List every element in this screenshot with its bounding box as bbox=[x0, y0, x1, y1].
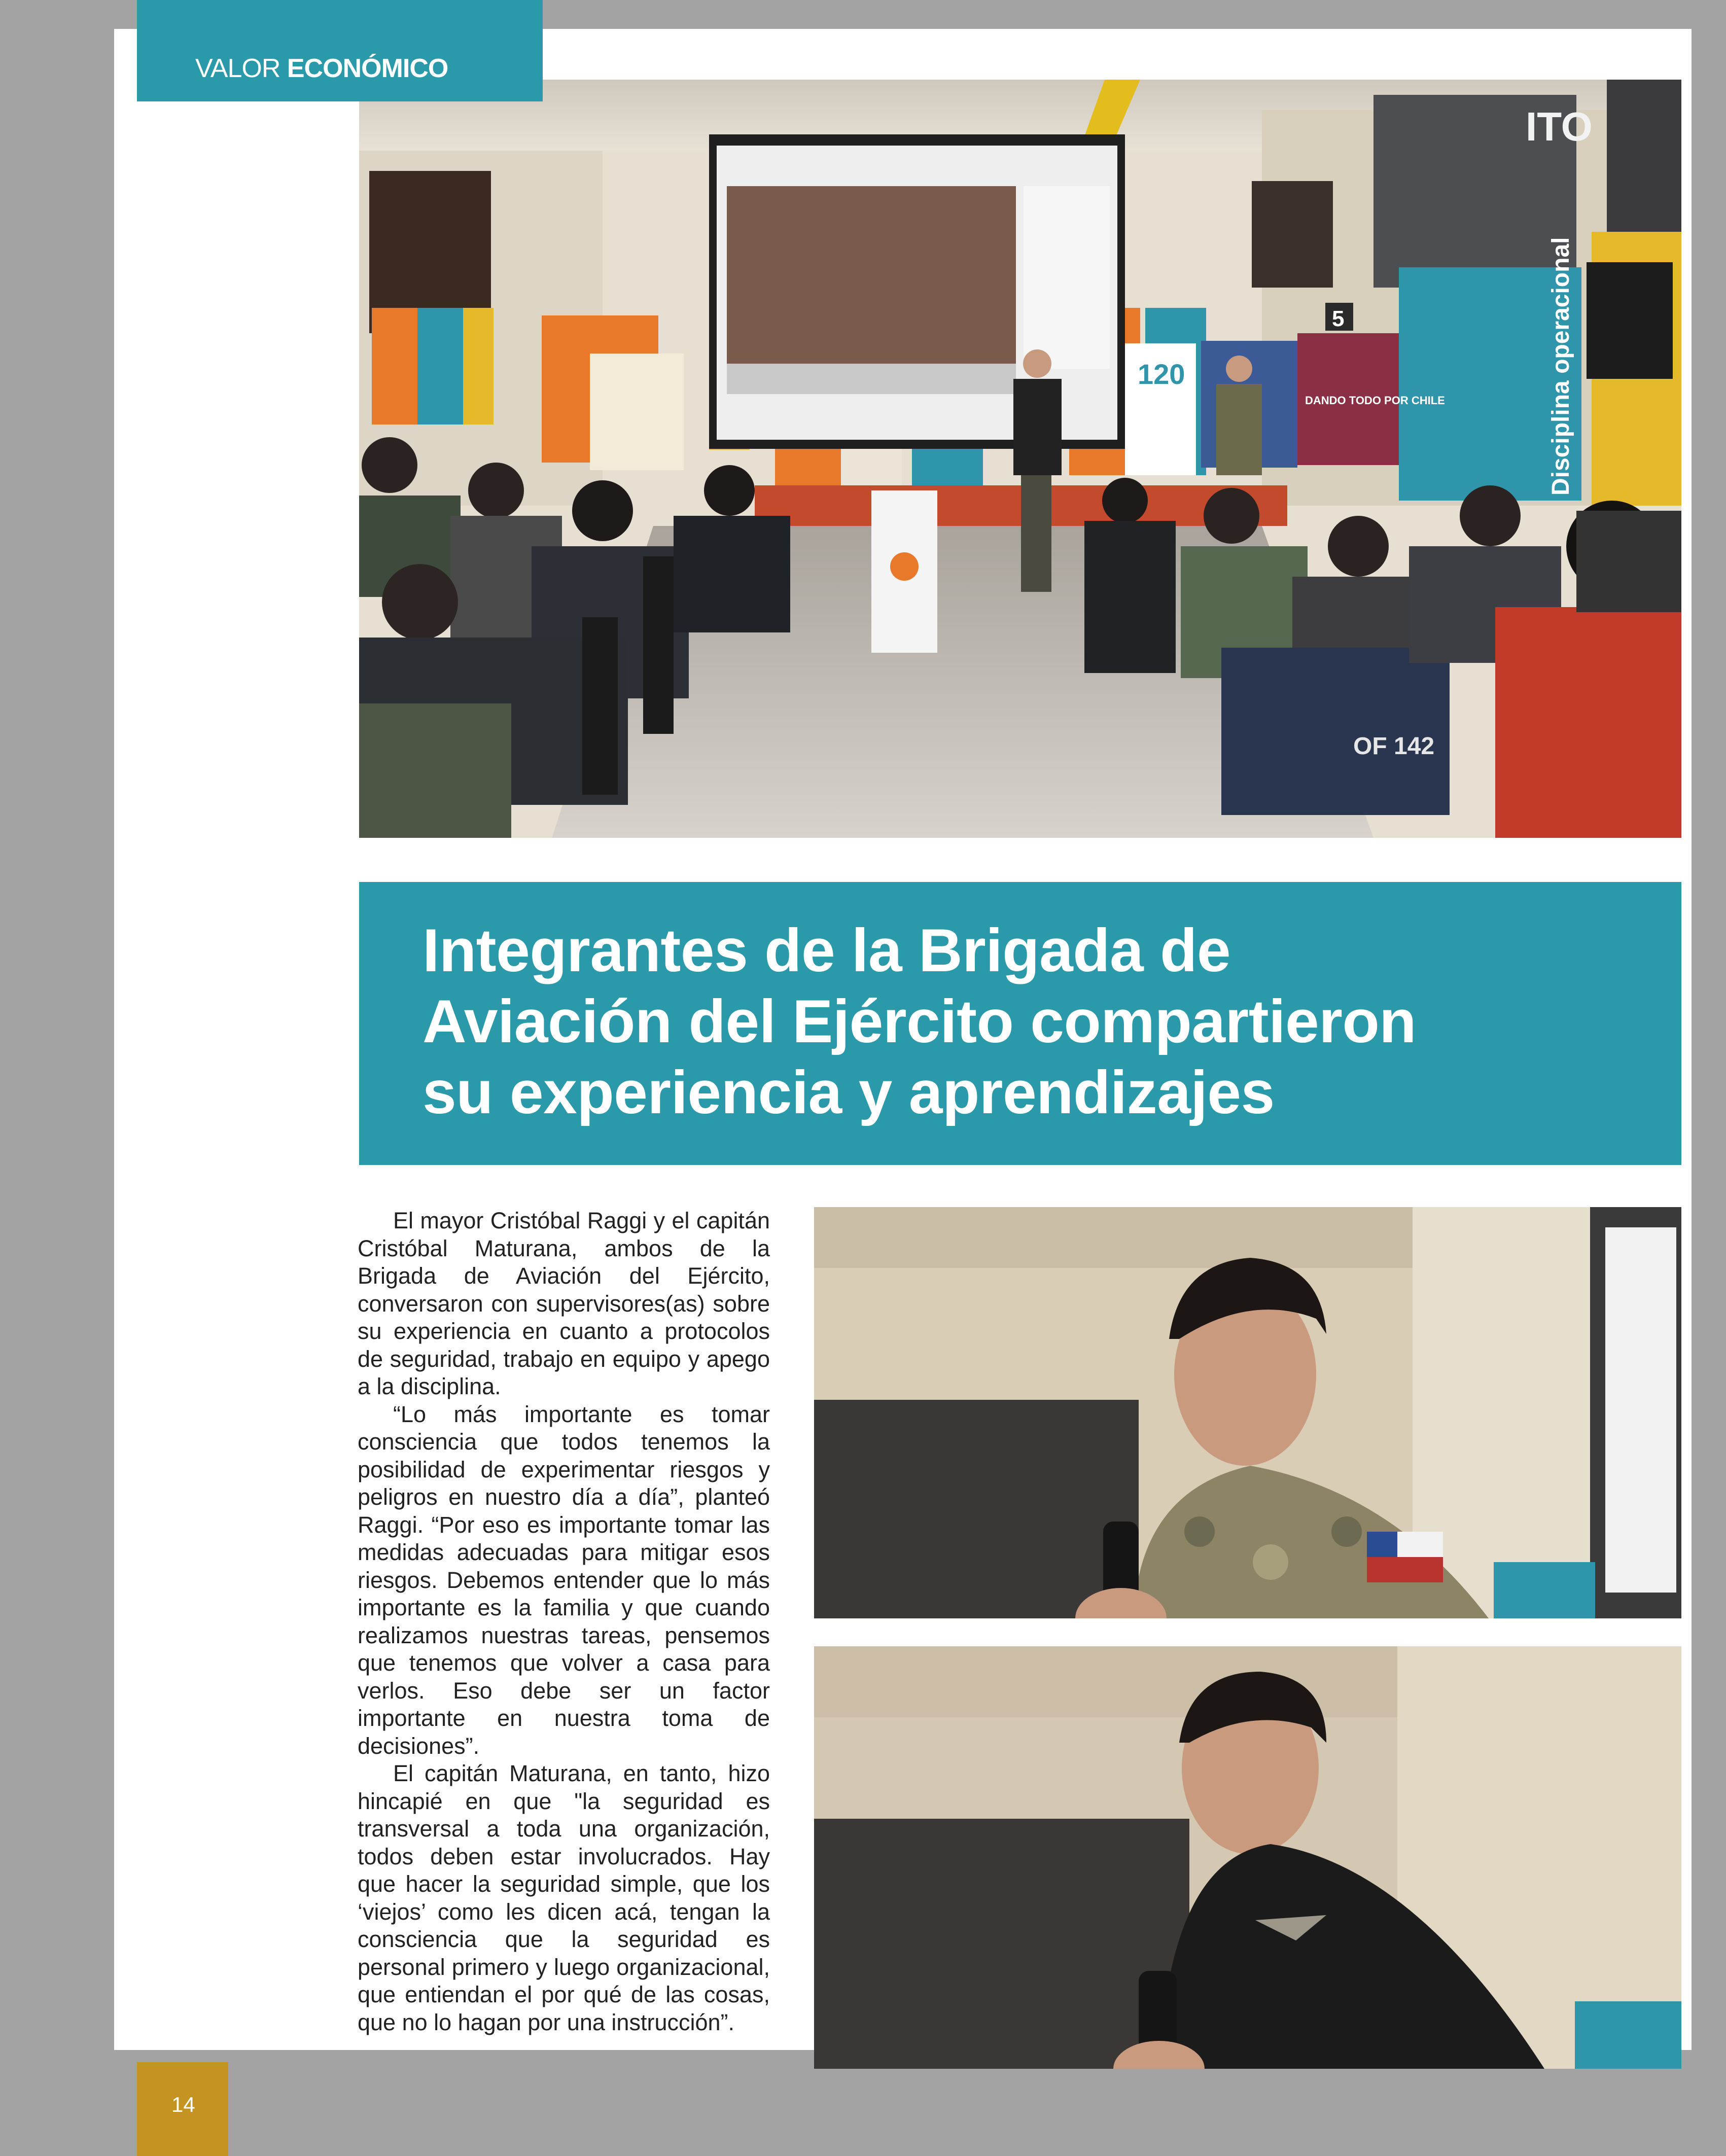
photo-speaker-raggi bbox=[814, 1207, 1681, 1618]
section-tab bbox=[137, 0, 543, 101]
headline-block bbox=[359, 882, 1681, 1165]
page-number: 14 bbox=[137, 2062, 228, 2156]
hero-photo-conference-room bbox=[359, 80, 1681, 838]
section-label-bold: ECONÓMICO bbox=[287, 54, 448, 83]
article-paragraph: El capitán Maturana, en tanto, hizo hincapié en que "la seguridad es transversal a toda una organización, todos deben estar involucrados. Hay que hacer la seguridad simple, que los ‘viejos’ como les dicen acá, tengan la consciencia que la seguridad es personal primero y luego organizacional, que entiendan el por qué de las cosas, que no lo hagan por una instrucción”. bbox=[358, 1760, 770, 2035]
section-label-light: VALOR bbox=[195, 54, 287, 83]
wall-sign-text: ITO bbox=[1526, 104, 1593, 149]
side-wall-text: Disciplina operacional bbox=[1547, 237, 1574, 496]
article-body bbox=[358, 1207, 770, 2072]
headline bbox=[422, 915, 1681, 1128]
chair-marking: OF 142 bbox=[1353, 733, 1435, 760]
banner-logo: 120 bbox=[1138, 358, 1185, 390]
article-paragraph: El mayor Cristóbal Raggi y el capitán Cristóbal Maturana, ambos de la Brigada de Aviación del Ejército, conversaron con supervisores(as) sobre su experiencia en cuanto a protocolos de seguridad, trabajo en equipo y apego a la disciplina. bbox=[358, 1208, 770, 1399]
photo-speaker-maturana bbox=[814, 1646, 1681, 2069]
headline-line-1: Integrantes de la Brigada de bbox=[422, 916, 1231, 984]
headline-line-2: Aviación del Ejército compartieron bbox=[422, 987, 1417, 1055]
headline-line-3: su experiencia y aprendizajes bbox=[422, 1058, 1275, 1126]
banner-text: DANDO TODO POR CHILE bbox=[1305, 394, 1445, 407]
article-paragraph: “Lo más importante es tomar consciencia que todos tenemos la posibilidad de experimentar riesgos y peligros en nuestro día a día”, planteó Raggi. “Por eso es importante tomar las medidas adecuadas para mitigar esos riesgos. Debemos entender que lo más importante es la familia y que cuando realizamos nuestras tareas, pensemos que tenemos que volver a casa para verlos. Eso debe ser un factor importante en nuestra toma de decisiones”. bbox=[358, 1401, 770, 1759]
room-number-plate: 5 bbox=[1332, 306, 1345, 331]
magazine-page bbox=[114, 29, 1692, 2050]
